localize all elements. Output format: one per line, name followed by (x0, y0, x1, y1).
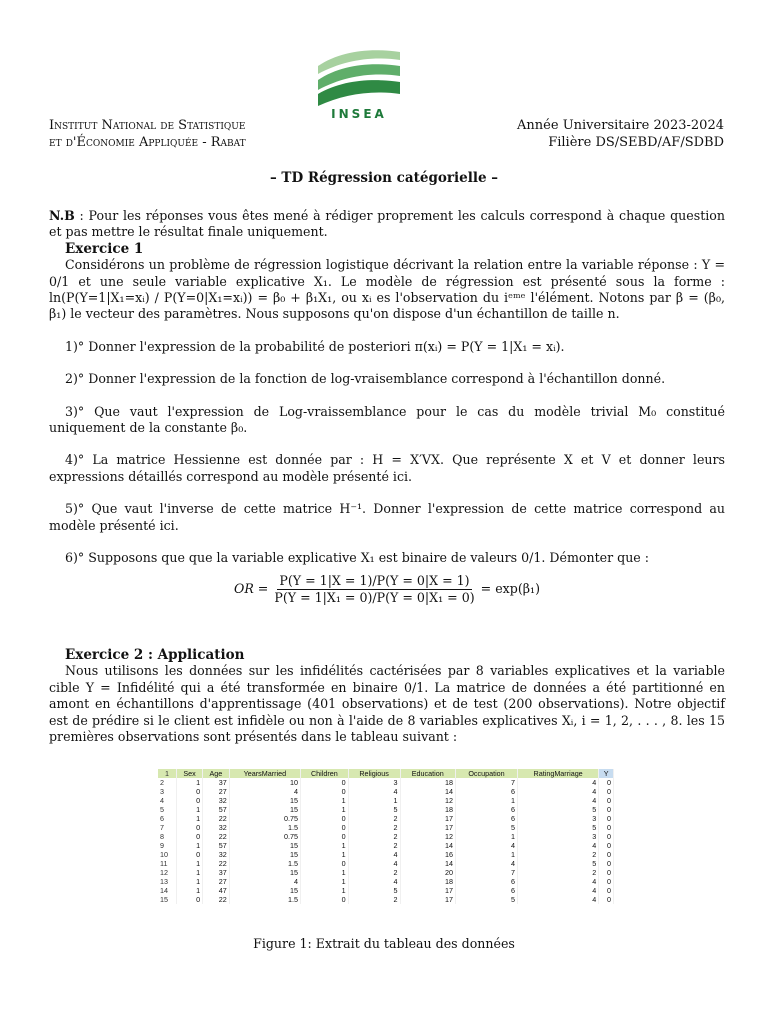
table-cell: 4 (518, 841, 599, 850)
row-number: 9 (158, 841, 177, 850)
table-cell: 0 (177, 823, 203, 832)
table-cell: 0 (301, 859, 349, 868)
data-table (158, 769, 614, 904)
table-cell: 0 (599, 868, 614, 877)
table-cell: 4 (518, 787, 599, 796)
table-cell: 4 (518, 778, 599, 787)
table-cell: 32 (203, 796, 230, 805)
table-cell: 37 (203, 868, 230, 877)
table-cell: 0 (599, 850, 614, 859)
table-cell: 10 (229, 778, 300, 787)
table-cell: 4 (348, 787, 400, 796)
table-cell: 2 (348, 868, 400, 877)
table-cell: 2 (348, 841, 400, 850)
row-number: 6 (158, 814, 177, 823)
table-cell: 1 (301, 796, 349, 805)
table-cell: 1 (177, 841, 203, 850)
question-5: 5)° Que vaut l'inverse de cette matrice H⁻¹. Donner l'expression de cette matrice correspond au modèle présenté ici. (49, 501, 725, 533)
question-2: 2)° Donner l'expression de la fonction de log-vraisemblance correspond à l'échantillon donné. (65, 371, 666, 387)
table-cell: 1.5 (229, 823, 300, 832)
table-cell: 17 (400, 895, 455, 904)
column-header: Sex (177, 769, 203, 778)
table-cell: 4 (348, 850, 400, 859)
table-cell: 1 (301, 805, 349, 814)
table-cell: 7 (455, 868, 517, 877)
or-denominator: P(Y = 1|X₁ = 0)/P(Y = 0|X₁ = 0) (274, 589, 475, 605)
exercise-1-title: Exercice 1 (65, 240, 144, 257)
row-number: 15 (158, 895, 177, 904)
table-cell: 5 (348, 805, 400, 814)
table-cell: 12 (400, 832, 455, 841)
table-cell: 1 (177, 859, 203, 868)
row-number: 12 (158, 868, 177, 877)
nb-paragraph (49, 208, 725, 241)
table-cell: 0 (301, 823, 349, 832)
table-cell: 18 (400, 877, 455, 886)
table-cell: 3 (518, 832, 599, 841)
table-cell: 12 (400, 796, 455, 805)
table-cell: 1 (177, 805, 203, 814)
table-cell: 4 (518, 886, 599, 895)
table-row (158, 832, 614, 841)
column-header: Age (203, 769, 230, 778)
row-number: 7 (158, 823, 177, 832)
table-cell: 0 (599, 877, 614, 886)
column-header: YearsMarried (229, 769, 300, 778)
table-cell: 2 (348, 832, 400, 841)
table-cell: 47 (203, 886, 230, 895)
table-row (158, 805, 614, 814)
table-cell: 0 (177, 895, 203, 904)
table-cell: 0 (301, 832, 349, 841)
table-cell: 1 (301, 886, 349, 895)
table-cell: 5 (518, 859, 599, 868)
question-4: 4)° La matrice Hessienne est donnée par : H = X′VX. Que représente X et V et donner leurs expressions détaillés correspond au modèle présenté ici. (49, 452, 725, 484)
table-cell: 17 (400, 814, 455, 823)
table-cell: 1 (348, 796, 400, 805)
table-row (158, 850, 614, 859)
row-number: 2 (158, 778, 177, 787)
table-cell: 2 (348, 895, 400, 904)
question-6: 6)° Supposons que que la variable explicative X₁ est binaire de valeurs 0/1. Démonter que : (65, 550, 650, 566)
table-cell: 1 (177, 868, 203, 877)
table-cell: 4 (348, 877, 400, 886)
table-cell: 2 (348, 814, 400, 823)
filiere: Filière DS/SEBD/AF/SDBD (548, 135, 724, 150)
table-cell: 22 (203, 895, 230, 904)
table-cell: 0 (301, 895, 349, 904)
table-cell: 4 (348, 859, 400, 868)
row-number: 1 (158, 769, 177, 778)
table-cell: 0 (599, 805, 614, 814)
table-cell: 4 (455, 859, 517, 868)
table-cell: 0 (177, 796, 203, 805)
table-cell: 15 (229, 850, 300, 859)
column-header: Education (400, 769, 455, 778)
table-row (158, 796, 614, 805)
table-cell: 0 (599, 859, 614, 868)
table-cell: 1 (455, 850, 517, 859)
table-cell: 18 (400, 778, 455, 787)
table-cell: 57 (203, 805, 230, 814)
table-cell: 1 (177, 877, 203, 886)
row-number: 8 (158, 832, 177, 841)
or-lhs: OR = (234, 581, 269, 597)
table-cell: 2 (518, 850, 599, 859)
table-cell: 15 (229, 868, 300, 877)
table-cell: 1 (301, 877, 349, 886)
table-cell: 0 (599, 814, 614, 823)
table-cell: 4 (229, 877, 300, 886)
table-cell: 16 (400, 850, 455, 859)
table-cell: 0.75 (229, 814, 300, 823)
academic-year: Année Universitaire 2023-2024 (517, 118, 724, 133)
table-cell: 4 (518, 796, 599, 805)
or-rhs: = exp(β₁) (480, 581, 540, 597)
table-cell: 1 (177, 886, 203, 895)
exercise-2-text: Nous utilisons les données sur les infidélités cactérisées par 8 variables explicatives et la variable cible Y = Infidélité qui a été transformée en binaire 0/1. La matrice de données a été partitionné en amont en échantillons d'apprentissage (401 observations) et de test (200 observations). Notre objectif est de prédire si le client est infidèle ou non à l'aide de 8 variables explicatives Xᵢ, i = 1, 2, . . . , 8. les 15 premières observations sont présentés dans le tableau suivant : (49, 663, 725, 745)
exercise-2-title: Exercice 2 : Application (65, 647, 245, 663)
table-cell: 14 (400, 859, 455, 868)
column-header: Y (599, 769, 614, 778)
table-cell: 1 (455, 832, 517, 841)
table-row (158, 778, 614, 787)
table-cell: 6 (455, 886, 517, 895)
table-cell: 27 (203, 787, 230, 796)
table-cell: 7 (455, 778, 517, 787)
table-cell: 5 (518, 805, 599, 814)
question-3: 3)° Que vaut l'expression de Log-vraissemblance pour le cas du modèle trivial M₀ constitué uniquement de la constante β₀. (49, 403, 725, 436)
or-numerator: P(Y = 1|X = 1)/P(Y = 0|X = 1) (277, 573, 471, 590)
table-cell: 0 (301, 778, 349, 787)
table-cell: 1 (301, 868, 349, 877)
table-cell: 6 (455, 814, 517, 823)
table-cell: 15 (229, 886, 300, 895)
table-cell: 4 (518, 877, 599, 886)
column-header: Children (301, 769, 349, 778)
table-cell: 15 (229, 796, 300, 805)
column-header: Religious (348, 769, 400, 778)
table-cell: 0 (301, 787, 349, 796)
question-1: 1)° Donner l'expression de la probabilité de posteriori π(xᵢ) = P(Y = 1|X₁ = xᵢ). (65, 338, 565, 354)
table-header-row (158, 769, 614, 778)
table-cell: 20 (400, 868, 455, 877)
table-cell: 17 (400, 823, 455, 832)
table-row (158, 868, 614, 877)
table-cell: 0 (599, 841, 614, 850)
column-header: RatingMarriage (518, 769, 599, 778)
table-row (158, 841, 614, 850)
table-cell: 1 (177, 778, 203, 787)
table-cell: 6 (455, 877, 517, 886)
table-cell: 22 (203, 814, 230, 823)
nb-text: : Pour les réponses vous êtes mené à rédiger proprement les calculs correspond à chaque question et pas mettre le résultat finale uniquement. (49, 208, 725, 240)
table-cell: 0 (599, 895, 614, 904)
table-row (158, 814, 614, 823)
table-cell: 0 (599, 832, 614, 841)
table-cell: 0 (177, 850, 203, 859)
table-cell: 14 (400, 787, 455, 796)
table-cell: 1 (301, 850, 349, 859)
table-row (158, 886, 614, 895)
nb-label: N.B (49, 208, 75, 223)
table-row (158, 877, 614, 886)
column-header: Occupation (455, 769, 517, 778)
table-cell: 0 (599, 778, 614, 787)
logo-text: INSEA (331, 107, 387, 121)
table-cell: 1.5 (229, 895, 300, 904)
row-number: 14 (158, 886, 177, 895)
exercise-1-section (49, 208, 725, 606)
exercise-2-section (49, 647, 725, 745)
table-cell: 4 (518, 895, 599, 904)
table-cell: 1 (177, 814, 203, 823)
table-cell: 0 (177, 832, 203, 841)
table-cell: 37 (203, 778, 230, 787)
table-cell: 32 (203, 823, 230, 832)
odds-ratio-formula (49, 573, 725, 607)
table-row (158, 859, 614, 868)
data-table-figure (158, 769, 614, 909)
table-cell: 2 (518, 868, 599, 877)
table-cell: 0.75 (229, 832, 300, 841)
institute-line2: et d'Économie Appliquée - Rabat (49, 135, 246, 150)
row-number: 10 (158, 850, 177, 859)
table-cell: 4 (229, 787, 300, 796)
institute-block (49, 117, 246, 151)
table-row (158, 787, 614, 796)
or-fraction (274, 573, 474, 607)
table-cell: 1.5 (229, 859, 300, 868)
table-cell: 14 (400, 841, 455, 850)
table-cell: 27 (203, 877, 230, 886)
table-cell: 15 (229, 805, 300, 814)
table-cell: 2 (348, 823, 400, 832)
row-number: 4 (158, 796, 177, 805)
table-cell: 0 (599, 787, 614, 796)
row-number: 13 (158, 877, 177, 886)
table-cell: 5 (348, 886, 400, 895)
table-cell: 22 (203, 859, 230, 868)
table-cell: 0 (301, 814, 349, 823)
page-title: – TD Régression catégorielle – (269, 170, 499, 186)
table-cell: 5 (455, 895, 517, 904)
table-cell: 3 (348, 778, 400, 787)
exercise-1-intro: Considérons un problème de régression logistique décrivant la relation entre la variable réponse : Y = 0/1 et une seule variable explicative X₁. Le modèle de régression est présenté sous la forme : ln(P(Y=1|X₁=xᵢ) / P(Y=0|X₁=xᵢ)) = β₀ + β₁X₁, ou xᵢ es l'observation du iᵉᵐᵉ l'élément. Notons par β = (β₀, β₁) le vecteur des paramètres. Nous supposons qu'on dispose d'un échantillon de taille n. (49, 257, 725, 322)
year-block (517, 117, 724, 151)
table-cell: 4 (455, 841, 517, 850)
table-cell: 5 (455, 823, 517, 832)
table-row (158, 823, 614, 832)
table-cell: 15 (229, 841, 300, 850)
table-cell: 5 (518, 823, 599, 832)
table-cell: 0 (177, 787, 203, 796)
table-cell: 1 (301, 841, 349, 850)
table-cell: 0 (599, 823, 614, 832)
table-cell: 3 (518, 814, 599, 823)
table-cell: 1 (455, 796, 517, 805)
row-number: 5 (158, 805, 177, 814)
institute-line1: Institut National de Statistique (49, 118, 246, 133)
table-row (158, 895, 614, 904)
table-cell: 57 (203, 841, 230, 850)
figure-caption: Figure 1: Extrait du tableau des données (253, 936, 515, 951)
row-number: 3 (158, 787, 177, 796)
table-cell: 18 (400, 805, 455, 814)
table-cell: 6 (455, 805, 517, 814)
table-cell: 6 (455, 787, 517, 796)
table-cell: 32 (203, 850, 230, 859)
table-cell: 0 (599, 796, 614, 805)
table-cell: 22 (203, 832, 230, 841)
table-cell: 0 (599, 886, 614, 895)
row-number: 11 (158, 859, 177, 868)
table-cell: 17 (400, 886, 455, 895)
